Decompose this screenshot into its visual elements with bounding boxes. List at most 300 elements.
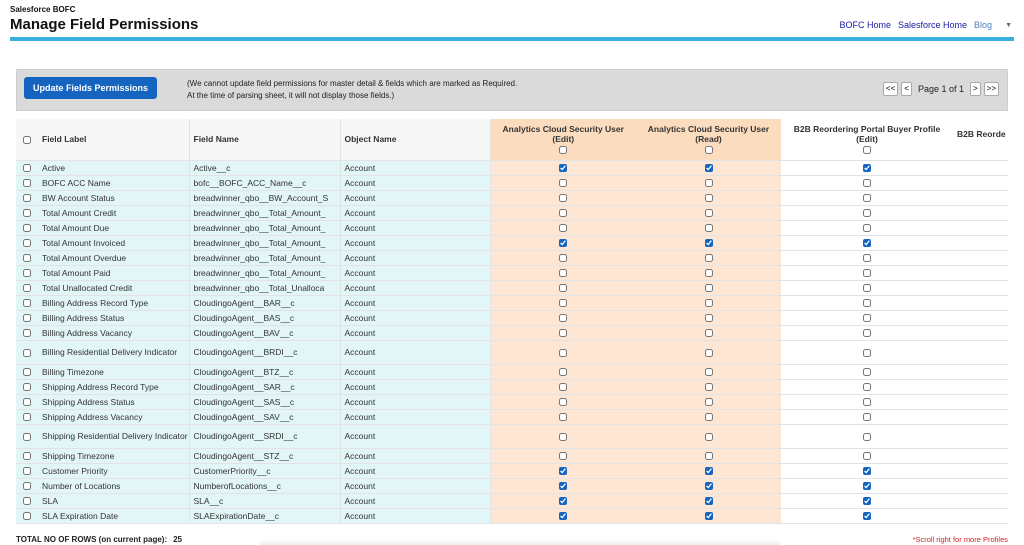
field-label-cell <box>38 295 189 310</box>
permission-checkbox[interactable] <box>705 349 713 357</box>
toolbar <box>16 69 1008 111</box>
field-name-cell <box>189 235 340 250</box>
last-page-button[interactable]: >> <box>984 82 999 96</box>
row-select-checkbox[interactable] <box>23 482 31 490</box>
row-count-label: TOTAL NO OF ROWS (on current page): <box>16 535 168 544</box>
profile-access: (Read) <box>695 134 722 145</box>
notice-text <box>187 78 517 102</box>
permission-cell <box>636 310 781 325</box>
page-info: Page 1 of 1 <box>917 84 964 94</box>
permission-cell <box>490 220 636 235</box>
object-name-cell <box>340 325 490 340</box>
profile-name: B2B Reorde <box>957 129 1006 140</box>
object-name-cell <box>340 190 490 205</box>
permission-cell <box>490 175 636 190</box>
permission-checkbox[interactable] <box>705 284 713 292</box>
row-select-cell <box>16 250 38 265</box>
field-name-cell <box>189 448 340 463</box>
permission-checkbox[interactable] <box>559 512 567 520</box>
field-name-cell <box>189 379 340 394</box>
permission-checkbox[interactable] <box>705 269 713 277</box>
permission-cell <box>636 340 781 364</box>
field-name-cell <box>189 394 340 409</box>
field-name-cell-text: SLA__c <box>193 495 224 506</box>
object-name-cell-text: Account <box>344 282 376 293</box>
object-name-cell <box>340 448 490 463</box>
permission-checkbox[interactable] <box>705 512 713 520</box>
header-profile-2 <box>636 119 781 160</box>
permission-cell-overflow <box>953 265 1008 280</box>
permission-cell <box>781 340 953 364</box>
nav-salesforce-home-link[interactable]: Salesforce Home <box>898 20 968 30</box>
permission-checkbox[interactable] <box>863 239 871 247</box>
first-page-button[interactable]: << <box>883 82 898 96</box>
permission-checkbox[interactable] <box>863 349 871 357</box>
permission-cell <box>636 160 781 175</box>
permission-cell <box>636 205 781 220</box>
object-name-cell-text: Account <box>344 495 376 506</box>
field-label-cell-text: Active <box>42 162 66 173</box>
field-label-cell-text: Total Amount Invoiced <box>42 237 126 248</box>
permission-checkbox[interactable] <box>705 452 713 460</box>
permission-cell <box>490 190 636 205</box>
permission-checkbox[interactable] <box>705 497 713 505</box>
app-brand: Salesforce BOFC <box>10 5 76 14</box>
permission-cell <box>490 325 636 340</box>
permission-cell <box>781 448 953 463</box>
permission-cell <box>636 175 781 190</box>
permission-cell-overflow <box>953 235 1008 250</box>
permission-checkbox[interactable] <box>559 398 567 406</box>
page-title: Manage Field Permissions <box>10 16 199 33</box>
permission-cell-overflow <box>953 364 1008 379</box>
row-select-checkbox[interactable] <box>23 349 31 357</box>
field-name-cell <box>189 295 340 310</box>
next-page-button[interactable]: > <box>970 82 981 96</box>
field-name-cell-text: breadwinner_qbo__Total_Unalloca <box>193 282 325 293</box>
permission-checkbox[interactable] <box>863 164 871 172</box>
permission-checkbox[interactable] <box>705 254 713 262</box>
permission-cell <box>636 478 781 493</box>
permission-checkbox[interactable] <box>559 452 567 460</box>
permission-checkbox[interactable] <box>863 284 871 292</box>
nav-bofc-home-link[interactable]: BOFC Home <box>839 20 892 30</box>
field-label-cell <box>38 205 189 220</box>
field-name-cell <box>189 340 340 364</box>
permission-checkbox[interactable] <box>863 329 871 337</box>
permission-cell <box>636 364 781 379</box>
permission-checkbox[interactable] <box>863 452 871 460</box>
field-name-cell-text: Active__c <box>193 162 231 173</box>
permission-checkbox[interactable] <box>863 179 871 187</box>
permission-checkbox[interactable] <box>559 349 567 357</box>
field-name-cell-text: breadwinner_qbo__BW_Account_S <box>193 192 329 203</box>
table-row <box>16 250 1008 265</box>
permission-cell <box>490 250 636 265</box>
field-label-cell <box>38 160 189 175</box>
permission-cell-overflow <box>953 190 1008 205</box>
field-name-cell-text: CloudingoAgent__SRDI__c <box>193 431 298 441</box>
permission-checkbox[interactable] <box>863 497 871 505</box>
permission-cell-overflow <box>953 394 1008 409</box>
object-name-cell-text: Account <box>344 396 376 407</box>
object-name-cell <box>340 295 490 310</box>
permission-cell <box>490 448 636 463</box>
permission-checkbox[interactable] <box>559 329 567 337</box>
field-label-cell-text: Shipping Address Vacancy <box>42 411 143 422</box>
permission-cell-overflow <box>953 493 1008 508</box>
permission-checkbox[interactable] <box>705 314 713 322</box>
permission-checkbox[interactable] <box>705 179 713 187</box>
profile-access: (Edit) <box>552 134 575 145</box>
row-select-checkbox[interactable] <box>23 452 31 460</box>
field-label-cell-text: Billing Address Status <box>42 312 125 323</box>
row-select-checkbox[interactable] <box>23 314 31 322</box>
row-select-cell <box>16 280 38 295</box>
permission-checkbox[interactable] <box>705 329 713 337</box>
row-select-cell <box>16 175 38 190</box>
permission-cell <box>490 364 636 379</box>
field-name-cell-text: CloudingoAgent__SAR__c <box>193 381 295 392</box>
row-select-checkbox[interactable] <box>23 239 31 247</box>
field-label-cell <box>38 190 189 205</box>
row-select-checkbox[interactable] <box>23 299 31 307</box>
row-select-cell <box>16 463 38 478</box>
field-label-cell-text: Billing Timezone <box>42 366 104 377</box>
table-row <box>16 340 1008 364</box>
field-label-cell <box>38 265 189 280</box>
permission-cell <box>636 295 781 310</box>
permission-checkbox[interactable] <box>559 254 567 262</box>
row-select-checkbox[interactable] <box>23 383 31 391</box>
table-row <box>16 310 1008 325</box>
prev-page-button[interactable]: < <box>901 82 912 96</box>
permission-checkbox[interactable] <box>559 239 567 247</box>
row-select-cell <box>16 220 38 235</box>
field-name-cell <box>189 463 340 478</box>
table-row <box>16 295 1008 310</box>
permission-checkbox[interactable] <box>705 209 713 217</box>
row-count-value: 25 <box>173 535 183 544</box>
row-select-cell <box>16 235 38 250</box>
field-name-cell <box>189 409 340 424</box>
permission-cell <box>636 190 781 205</box>
permission-checkbox[interactable] <box>705 433 713 441</box>
permission-checkbox[interactable] <box>559 284 567 292</box>
table-header-row <box>16 119 1008 160</box>
permission-checkbox[interactable] <box>863 413 871 421</box>
object-name-cell-text: Account <box>344 162 376 173</box>
field-label-cell-text: Total Unallocated Credit <box>42 282 133 293</box>
permission-checkbox[interactable] <box>863 383 871 391</box>
object-name-cell <box>340 409 490 424</box>
permission-checkbox[interactable] <box>863 194 871 202</box>
permission-cell <box>636 508 781 523</box>
horizontal-scrollbar[interactable] <box>260 539 780 545</box>
permission-checkbox[interactable] <box>863 269 871 277</box>
field-name-cell-text: CloudingoAgent__BRDI__c <box>193 347 298 357</box>
field-name-cell-text: CloudingoAgent__SAV__c <box>193 411 294 422</box>
row-select-checkbox[interactable] <box>23 179 31 187</box>
permission-checkbox[interactable] <box>705 299 713 307</box>
field-name-cell-text: CloudingoAgent__BAS__c <box>193 312 295 323</box>
permission-checkbox[interactable] <box>559 164 567 172</box>
select-all-checkbox[interactable] <box>23 136 31 144</box>
field-label-cell-text: Billing Address Record Type <box>42 297 149 308</box>
table-row <box>16 160 1008 175</box>
permission-cell-overflow <box>953 379 1008 394</box>
permission-checkbox[interactable] <box>863 482 871 490</box>
permissions-table <box>16 119 1008 524</box>
field-label-cell <box>38 379 189 394</box>
header-object-name[interactable]: Object Name <box>340 119 490 160</box>
field-name-cell-text: CloudingoAgent__BAR__c <box>193 297 295 308</box>
object-name-cell <box>340 508 490 523</box>
permission-checkbox[interactable] <box>863 467 871 475</box>
header-profile-3 <box>781 119 953 160</box>
object-name-cell-text: Account <box>344 192 376 203</box>
field-label-cell-text: Shipping Address Status <box>42 396 135 407</box>
permission-cell <box>636 493 781 508</box>
permission-checkbox[interactable] <box>863 224 871 232</box>
field-label-cell-text: Number of Locations <box>42 480 121 491</box>
permission-cell <box>490 394 636 409</box>
permission-cell <box>490 493 636 508</box>
permission-checkbox[interactable] <box>559 413 567 421</box>
permission-cell <box>490 409 636 424</box>
permission-checkbox[interactable] <box>559 383 567 391</box>
table-row <box>16 220 1008 235</box>
row-select-cell <box>16 265 38 280</box>
permission-checkbox[interactable] <box>559 467 567 475</box>
permission-cell <box>781 235 953 250</box>
table-row <box>16 493 1008 508</box>
field-label-cell-text: Total Amount Credit <box>42 207 117 218</box>
permission-checkbox[interactable] <box>559 299 567 307</box>
header-field-label[interactable]: Field Label <box>38 119 189 160</box>
permission-checkbox[interactable] <box>559 194 567 202</box>
permission-cell-overflow <box>953 409 1008 424</box>
field-label-cell <box>38 310 189 325</box>
permission-cell <box>636 424 781 448</box>
row-select-checkbox[interactable] <box>23 329 31 337</box>
field-name-cell <box>189 325 340 340</box>
permission-checkbox[interactable] <box>559 224 567 232</box>
permission-cell <box>636 280 781 295</box>
table-row <box>16 478 1008 493</box>
field-label-cell-text: BOFC ACC Name <box>42 177 111 188</box>
table-row <box>16 463 1008 478</box>
row-select-cell <box>16 379 38 394</box>
row-select-checkbox[interactable] <box>23 164 31 172</box>
permission-checkbox[interactable] <box>559 179 567 187</box>
field-label-cell <box>38 463 189 478</box>
object-name-cell <box>340 493 490 508</box>
row-select-cell <box>16 394 38 409</box>
permissions-grid[interactable] <box>16 119 1008 524</box>
permission-checkbox[interactable] <box>705 194 713 202</box>
object-name-cell <box>340 220 490 235</box>
permission-cell <box>490 340 636 364</box>
field-label-cell-text: Total Amount Due <box>42 222 110 233</box>
chevron-down-icon[interactable]: ▼ <box>1005 21 1012 29</box>
permission-checkbox[interactable] <box>863 254 871 262</box>
field-label-cell-text: SLA Expiration Date <box>42 510 119 521</box>
row-select-checkbox[interactable] <box>23 284 31 292</box>
row-select-checkbox[interactable] <box>23 512 31 520</box>
row-select-cell <box>16 190 38 205</box>
field-label-cell-text: Shipping Residential Delivery Indicator <box>42 430 188 441</box>
permission-checkbox[interactable] <box>863 368 871 376</box>
object-name-cell <box>340 250 490 265</box>
field-name-cell-text: breadwinner_qbo__Total_Amount_ <box>193 267 326 278</box>
field-name-cell <box>189 364 340 379</box>
row-select-checkbox[interactable] <box>23 368 31 376</box>
object-name-cell <box>340 235 490 250</box>
permission-cell <box>490 160 636 175</box>
row-select-cell <box>16 424 38 448</box>
permission-checkbox[interactable] <box>863 433 871 441</box>
object-name-cell-text: Account <box>344 450 376 461</box>
permission-cell <box>490 280 636 295</box>
permission-checkbox[interactable] <box>863 299 871 307</box>
row-select-checkbox[interactable] <box>23 398 31 406</box>
object-name-cell-text: Account <box>344 366 376 377</box>
field-label-cell <box>38 280 189 295</box>
field-label-cell-text: Billing Residential Delivery Indicator <box>42 346 178 357</box>
row-select-cell <box>16 325 38 340</box>
profile-select-all-checkbox[interactable] <box>705 146 713 154</box>
object-name-cell-text: Account <box>344 297 376 308</box>
field-label-cell <box>38 364 189 379</box>
header-divider <box>10 37 1014 41</box>
permission-checkbox[interactable] <box>559 433 567 441</box>
object-name-cell-text: Account <box>344 252 376 263</box>
object-name-cell-text: Account <box>344 222 376 233</box>
field-label-cell <box>38 409 189 424</box>
field-label-cell <box>38 220 189 235</box>
permission-cell <box>781 394 953 409</box>
field-name-cell-text: CloudingoAgent__BAV__c <box>193 327 294 338</box>
permission-checkbox[interactable] <box>705 239 713 247</box>
permission-cell <box>781 364 953 379</box>
profile-name: Analytics Cloud Security User <box>502 124 624 135</box>
permission-checkbox[interactable] <box>863 209 871 217</box>
permission-checkbox[interactable] <box>559 314 567 322</box>
table-row <box>16 265 1008 280</box>
profile-select-all-checkbox[interactable] <box>559 146 567 154</box>
field-name-cell <box>189 205 340 220</box>
object-name-cell-text: Account <box>344 177 376 188</box>
row-select-checkbox[interactable] <box>23 254 31 262</box>
object-name-cell <box>340 463 490 478</box>
field-name-cell-text: breadwinner_qbo__Total_Amount_ <box>193 237 326 248</box>
field-name-cell <box>189 478 340 493</box>
permission-checkbox[interactable] <box>705 413 713 421</box>
permission-checkbox[interactable] <box>863 314 871 322</box>
object-name-cell-text: Account <box>344 510 376 521</box>
permission-cell <box>490 265 636 280</box>
object-name-cell <box>340 478 490 493</box>
permission-cell <box>490 463 636 478</box>
table-row <box>16 325 1008 340</box>
object-name-cell <box>340 205 490 220</box>
permission-checkbox[interactable] <box>559 368 567 376</box>
field-name-cell <box>189 508 340 523</box>
object-name-cell-text: Account <box>344 411 376 422</box>
permission-checkbox[interactable] <box>705 482 713 490</box>
row-select-checkbox[interactable] <box>23 224 31 232</box>
permission-checkbox[interactable] <box>705 368 713 376</box>
permission-cell <box>636 220 781 235</box>
permission-cell <box>781 310 953 325</box>
row-select-checkbox[interactable] <box>23 194 31 202</box>
row-select-cell <box>16 160 38 175</box>
object-name-cell <box>340 424 490 448</box>
permission-cell <box>781 493 953 508</box>
row-select-cell <box>16 295 38 310</box>
permission-checkbox[interactable] <box>559 497 567 505</box>
field-label-cell-text: Shipping Timezone <box>42 450 115 461</box>
permission-checkbox[interactable] <box>559 482 567 490</box>
update-fields-permissions-button[interactable]: Update Fields Permissions <box>24 77 157 99</box>
permission-cell <box>781 190 953 205</box>
permission-checkbox[interactable] <box>863 398 871 406</box>
permission-checkbox[interactable] <box>705 398 713 406</box>
object-name-cell <box>340 340 490 364</box>
row-select-checkbox[interactable] <box>23 209 31 217</box>
profile-name: Analytics Cloud Security User <box>647 124 770 135</box>
object-name-cell-text: Account <box>344 267 376 278</box>
permission-checkbox[interactable] <box>705 383 713 391</box>
field-name-cell <box>189 310 340 325</box>
row-count <box>16 535 182 544</box>
field-label-cell-text: BW Account Status <box>42 192 115 203</box>
field-name-cell-text: CloudingoAgent__BTZ__c <box>193 366 294 377</box>
row-select-checkbox[interactable] <box>23 433 31 441</box>
row-select-cell <box>16 493 38 508</box>
field-name-cell-text: CloudingoAgent__SAS__c <box>193 396 295 407</box>
field-name-cell <box>189 160 340 175</box>
permission-checkbox[interactable] <box>559 269 567 277</box>
permission-checkbox[interactable] <box>705 164 713 172</box>
header-field-name[interactable]: Field Name <box>189 119 340 160</box>
row-select-cell <box>16 310 38 325</box>
profile-access <box>957 139 1008 149</box>
nav-blog-link[interactable]: Blog <box>974 20 993 30</box>
profile-select-all-checkbox[interactable] <box>863 146 871 154</box>
permission-cell <box>781 160 953 175</box>
object-name-cell <box>340 310 490 325</box>
permission-checkbox[interactable] <box>705 467 713 475</box>
permission-cell <box>636 394 781 409</box>
table-row <box>16 205 1008 220</box>
permission-cell <box>636 448 781 463</box>
permission-checkbox[interactable] <box>705 224 713 232</box>
row-select-checkbox[interactable] <box>23 497 31 505</box>
permission-cell-overflow <box>953 463 1008 478</box>
permission-cell <box>490 379 636 394</box>
row-select-checkbox[interactable] <box>23 413 31 421</box>
row-select-checkbox[interactable] <box>23 269 31 277</box>
permission-checkbox[interactable] <box>559 209 567 217</box>
object-name-cell-text: Account <box>344 327 376 338</box>
permission-cell <box>781 280 953 295</box>
permission-cell-overflow <box>953 448 1008 463</box>
permission-checkbox[interactable] <box>863 512 871 520</box>
permission-cell-overflow <box>953 250 1008 265</box>
row-select-checkbox[interactable] <box>23 467 31 475</box>
